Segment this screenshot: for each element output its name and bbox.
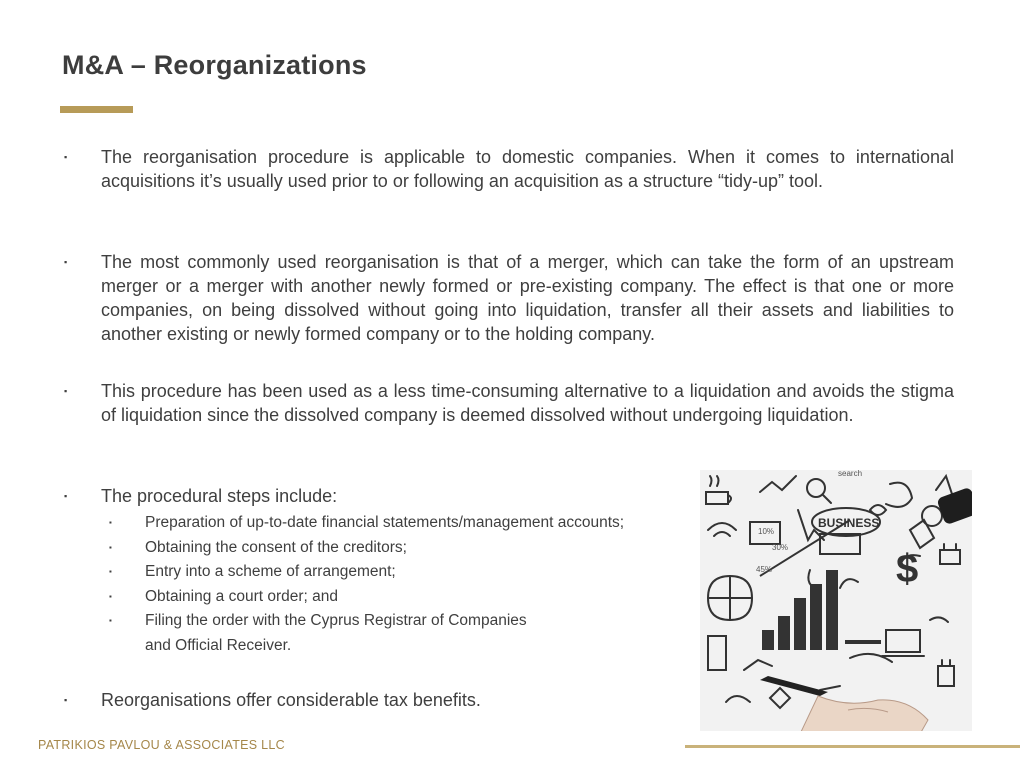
bullet-marker: ▪ <box>109 518 112 527</box>
step-continuation: and Official Receiver. <box>145 636 292 654</box>
procedural-steps-list <box>105 511 695 658</box>
bullet-text: Reorganisations offer considerable tax benefits. <box>101 690 481 710</box>
search-label: search <box>838 470 863 478</box>
step-text: Preparation of up-to-date financial statements/management accounts; <box>145 514 625 531</box>
step-text: Entry into a scheme of arrangement; <box>145 563 396 580</box>
bullet-text: This procedure has been used as a less time-consuming alternative to a liquidation and avoids the stigma of liquidation since the dissolved company is deemed dissolved without undergoing liquidation. <box>101 381 954 425</box>
footer-company-name: PATRIKIOS PAVLOU & ASSOCIATES LLC <box>38 738 286 752</box>
bullet-text: The most commonly used reorganisation is that of a merger, which can take the form of an upstream merger or a merger with another newly formed or pre-existing company. The effect is that one or more companies, on being dissolved without going into liquidation, transfer all their assets and liabilities to another existing or newly formed company or to the holding company. <box>101 252 954 344</box>
bullet-item <box>60 145 954 193</box>
footer-accent-line <box>685 745 1020 748</box>
list-item <box>105 585 695 610</box>
bullet-marker: ▪ <box>64 695 68 705</box>
svg-text:$: $ <box>896 547 919 591</box>
title-accent-bar <box>60 106 133 113</box>
slide-title: M&A – Reorganizations <box>62 50 367 80</box>
bullet-marker: ▪ <box>109 567 112 576</box>
percent-label: 45% <box>756 565 773 574</box>
step-text: Obtaining a court order; and <box>145 587 339 605</box>
bullet-marker: ▪ <box>109 542 112 552</box>
step-text: Obtaining the consent of the creditors; <box>145 538 407 556</box>
business-doodle-illustration <box>700 470 972 731</box>
bullet-marker: ▪ <box>109 616 112 625</box>
list-item <box>105 609 695 634</box>
step-text: Filing the order with the Cyprus Registrar of Companies <box>145 612 527 629</box>
bullet-marker: ▪ <box>109 591 112 601</box>
bullet-text: The procedural steps include: <box>101 486 338 506</box>
bullet-marker: ▪ <box>64 491 68 501</box>
bullet-marker: ▪ <box>64 257 68 267</box>
bullet-item <box>60 250 954 346</box>
percent-label: 10% <box>758 527 775 536</box>
list-item <box>105 536 695 561</box>
list-item <box>105 511 695 536</box>
percent-label: 30% <box>772 543 789 552</box>
business-doodle-image <box>700 470 972 731</box>
list-item <box>105 560 695 585</box>
bullet-text: The reorganisation procedure is applicable to domestic companies. When it comes to international acquisitions it’s usually used prior to or following an acquisition as a structure “tidy-up” tool. <box>101 147 954 191</box>
bullet-item <box>60 379 954 427</box>
bullet-item <box>60 688 660 712</box>
business-label: BUSINESS <box>818 516 880 530</box>
bullet-item <box>60 484 660 508</box>
bullet-marker: ▪ <box>64 152 68 162</box>
bullet-marker: ▪ <box>64 386 68 396</box>
